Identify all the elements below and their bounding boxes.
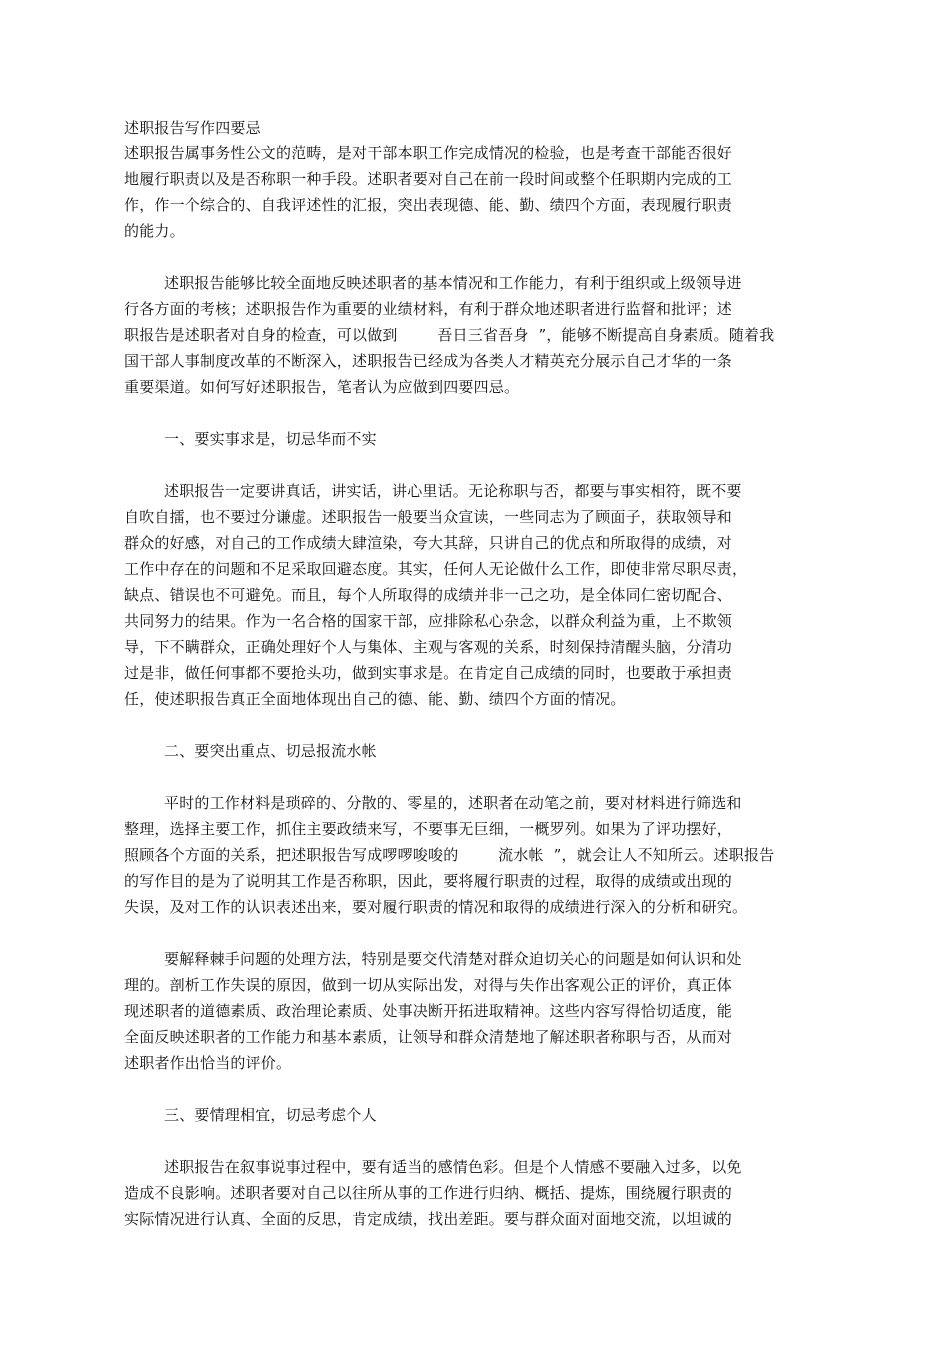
text-line: 述职报告一定要讲真话，讲实话，讲心里话。无论称职与否，都要与事实相符，既不要 <box>164 482 742 500</box>
text-line: 群众的好感，对自己的工作成绩大肆渲染，夸大其辞，只讲自己的优点和所取得的成绩，对 <box>124 534 733 552</box>
text-line: 共同努力的结果。作为一名合格的国家干部，应排除私心杂念，以群众利益为重，上不欺领 <box>124 612 733 630</box>
text-line: 造成不良影响。述职者要对自己以往所从事的工作进行归纳、概括、提炼，围绕履行职责的 <box>124 1184 733 1202</box>
text-line: 国干部人事制度改革的不断深入，述职报告已经成为各类人才精英充分展示自己才华的一条 <box>124 352 733 370</box>
document-title: 述职报告写作四要忌 <box>124 119 261 137</box>
text-line: 地履行职责以及是否称职一种手段。述职者要对自己在前一段时间或整个任职期内完成的工 <box>124 170 733 188</box>
text-line: 失误，及对工作的认识表述出来，要对履行职责的情况和取得的成绩进行深入的分析和研究。 <box>124 898 748 916</box>
section-heading: 二、要突出重点、切忌报流水帐 <box>164 742 377 760</box>
text-line: 整理，选择主要工作，抓住主要政绩来写，不要事无巨细，一概罗列。如果为了评功摆好， <box>124 820 733 838</box>
text-line: 述职报告属事务性公文的范畴，是对干部本职工作完成情况的检验，也是考查干部能否很好 <box>124 144 733 162</box>
text-line: 任，使述职报告真正全面地体现出自己的德、能、勤、绩四个方面的情况。 <box>124 690 626 708</box>
text-line: 平时的工作材料是琐碎的、分散的、零星的，述职者在动笔之前，要对材料进行筛选和 <box>164 794 742 812</box>
text-line: 要解释棘手问题的处理方法，特别是要交代清楚对群众迫切关心的问题是如何认识和处 <box>164 950 742 968</box>
text-line: 全面反映述职者的工作能力和基本素质，让领导和群众清楚地了解述职者称职与否，从而对 <box>124 1028 733 1046</box>
text-line: 工作中存在的问题和不足采取回避态度。其实，任何人无论做什么工作，即使非常尽职尽责， <box>124 560 748 578</box>
text-line: 现述职者的道德素质、政治理论素质、处事决断开拓进取精神。这些内容写得恰切适度，能 <box>124 1002 733 1020</box>
text-line: 实际情况进行认真、全面的反思，肯定成绩，找出差距。要与群众面对面地交流，以坦诚的 <box>124 1210 733 1228</box>
text-line: 照顾各个方面的关系，把述职报告写成啰啰唆唆的 流水帐 ”，就会让人不知所云。述职报告 <box>124 846 775 864</box>
text-line: 作，作一个综合的、自我评述性的汇报，突出表现德、能、勤、绩四个方面，表现履行职责 <box>124 196 733 214</box>
text-line: 述职报告能够比较全面地反映述职者的基本情况和工作能力，有利于组织或上级领导进 <box>164 274 742 292</box>
text-line: 过是非，做任何事都不要抢头功，做到实事求是。在肯定自己成绩的同时，也要敢于承担责 <box>124 664 733 682</box>
text-line: 自吹自擂，也不要过分谦虚。述职报告一般要当众宣读，一些同志为了顾面子，获取领导和 <box>124 508 733 526</box>
text-line: 述职报告在叙事说事过程中，要有适当的感情色彩。但是个人情感不要融入过多，以免 <box>164 1158 742 1176</box>
text-line: 职报告是述职者对自身的检查，可以做到 吾日三省吾身 ”，能够不断提高自身素质。随着我 <box>124 326 775 344</box>
text-line: 理的。剖析工作失误的原因，做到一切从实际出发，对得与失作出客观公正的评价，真正体 <box>124 976 733 994</box>
text-line: 的写作目的是为了说明其工作是否称职，因此，要将履行职责的过程，取得的成绩或出现的 <box>124 872 733 890</box>
text-line: 重要渠道。如何写好述职报告，笔者认为应做到四要四忌。 <box>124 378 520 396</box>
section-heading: 一、要实事求是，切忌华而不实 <box>164 430 377 448</box>
text-line: 述职者作出恰当的评价。 <box>124 1054 292 1072</box>
section-heading: 三、要情理相宜，切忌考虑个人 <box>164 1106 377 1124</box>
text-line: 的能力。 <box>124 222 185 240</box>
text-line: 行各方面的考核；述职报告作为重要的业绩材料，有利于群众地述职者进行监督和批评；述 <box>124 300 733 318</box>
text-line: 缺点、错误也不可避免。而且，每个人所取得的成绩并非一己之功，是全体同仁密切配合、 <box>124 586 733 604</box>
text-line: 导，下不瞒群众，正确处理好个人与集体、主观与客观的关系，时刻保持清醒头脑，分清功 <box>124 638 733 656</box>
